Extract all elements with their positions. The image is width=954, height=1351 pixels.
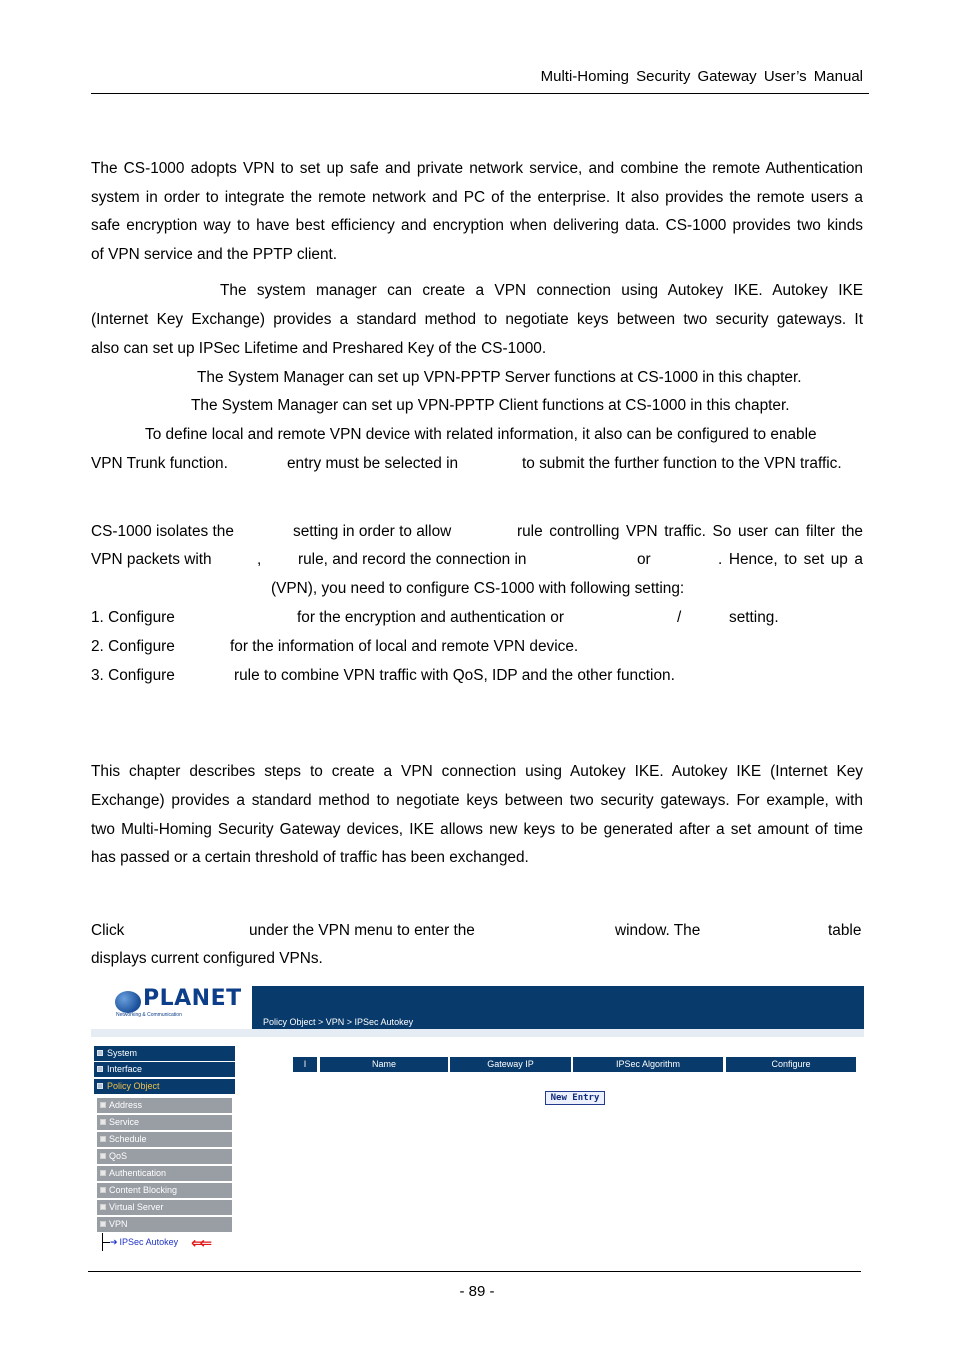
footer-rule [88, 1271, 861, 1272]
intro-line-2: system in order to integrate the remote network and PC of the enterprise. It also provides the remote users a [91, 189, 863, 206]
menu-sub-qos[interactable]: QoS [97, 1149, 232, 1164]
step-1a: 1. Configure [91, 609, 175, 626]
pptp-server-line: The System Manager can set up VPN-PPTP Server functions at CS-1000 in this chapter. [197, 369, 802, 386]
ike-line-1: The system manager can create a VPN connection using Autokey IKE. Autokey IKE [220, 282, 863, 299]
iso-line-2c: rule, and record the connection in [298, 551, 527, 568]
iso-line-1b: setting in order to allow [293, 523, 452, 540]
menu-item-system[interactable]: System [94, 1046, 235, 1061]
ike-line-3: also can set up IPSec Lifetime and Preshared Key of the CS-1000. [91, 340, 547, 357]
click-c: window. The [615, 922, 701, 939]
trunk-line-2a: VPN Trunk function. [91, 455, 228, 472]
logo [91, 986, 252, 1029]
breadcrumb: Policy Object > VPN > IPSec Autokey [263, 1017, 414, 1027]
trunk-line-2c: to submit the further function to the VPN traffic. [522, 455, 842, 472]
step-3b: rule to combine VPN traffic with QoS, IDP and the other function. [234, 667, 675, 684]
menu-link-ipsec-autokey[interactable]: ➔ IPSec Autokey [110, 1237, 179, 1247]
pptp-client-line: The System Manager can set up VPN-PPTP Client functions at CS-1000 in this chapter. [191, 397, 790, 414]
logo-tagline: Networking & Communication [116, 1012, 182, 1018]
menu-sub-schedule[interactable]: Schedule [97, 1132, 232, 1147]
col-header-ipsec-algorithm: IPSec Algorithm [573, 1057, 723, 1072]
expand-icon [100, 1187, 106, 1193]
expand-icon [100, 1153, 106, 1159]
expand-icon [100, 1102, 106, 1108]
col-header-index: I [293, 1057, 317, 1072]
expand-icon [100, 1119, 106, 1125]
chapter-line-4: has passed or a certain threshold of traffic has been exchanged. [91, 849, 529, 866]
iso-line-2a: VPN packets with [91, 551, 212, 568]
page-header: Multi-Homing Security Gateway User’s Manual [540, 68, 863, 85]
ipsec-autokey-screenshot [91, 986, 864, 1257]
step-1b: for the encryption and authentication or [297, 609, 564, 626]
menu-sub-authentication[interactable]: Authentication [97, 1166, 232, 1181]
chapter-line-1: This chapter describes steps to create a VPN connection using Autokey IKE. Autokey IKE (Internet Key [91, 763, 863, 780]
iso-line-2e: . Hence, to set up a [718, 551, 863, 568]
click-b: under the VPN menu to enter the [249, 922, 475, 939]
ike-line-2: (Internet Key Exchange) provides a standard method to negotiate keys between two security gateways. It [91, 311, 863, 328]
menu-item-interface[interactable]: Interface [94, 1062, 235, 1077]
tree-connector-branch [102, 1242, 110, 1243]
step-2b: for the information of local and remote VPN device. [230, 638, 579, 655]
expand-icon [100, 1170, 106, 1176]
intro-line-3: safe encryption way to have best efficiency and encryption when delivering data. CS-1000 provides two kinds [91, 217, 863, 234]
double-arrow-left-icon: ⇐⇐ [191, 1235, 209, 1252]
step-2a: 2. Configure [91, 638, 175, 655]
click-d: table [828, 922, 862, 939]
click-a: Click [91, 922, 125, 939]
menu-sub-vpn[interactable]: VPN [97, 1217, 232, 1232]
expand-icon [100, 1136, 106, 1142]
trunk-line-2b: entry must be selected in [287, 455, 459, 472]
chapter-line-2: Exchange) provides a standard method to negotiate keys between two security gateways. For example, with [91, 792, 863, 809]
iso-line-3: (VPN), you need to configure CS-1000 with following setting: [271, 580, 685, 597]
intro-line-1: The CS-1000 adopts VPN to set up safe and private network service, and combine the remote Authentication [91, 160, 863, 177]
logo-text: PLANET [143, 986, 242, 1011]
menu-item-policy-object[interactable]: Policy Object [94, 1079, 235, 1094]
collapse-icon [97, 1083, 103, 1089]
step-3a: 3. Configure [91, 667, 175, 684]
new-entry-button[interactable]: New Entry [545, 1091, 605, 1105]
col-header-gateway-ip: Gateway IP [450, 1057, 571, 1072]
page-number: - 89 - [459, 1283, 495, 1300]
menu-sub-virtual-server[interactable]: Virtual Server [97, 1200, 232, 1215]
menu-sub-service[interactable]: Service [97, 1115, 232, 1130]
trunk-line-1: To define local and remote VPN device with related information, it also can be configured to enable [145, 426, 817, 443]
iso-line-1a: CS-1000 isolates the [91, 523, 234, 540]
separator-band [91, 1029, 864, 1037]
arrow-right-icon: ➔ [110, 1237, 118, 1247]
header-rule [91, 93, 869, 94]
col-header-configure: Configure [726, 1057, 856, 1072]
intro-line-4: of VPN service and the PPTP client. [91, 246, 338, 263]
expand-icon [97, 1066, 103, 1072]
step-1d: setting. [729, 609, 779, 626]
expand-icon [97, 1050, 103, 1056]
collapse-icon [100, 1221, 106, 1227]
iso-line-2d: or [637, 551, 651, 568]
step-1c: / [677, 609, 682, 626]
click-line-2: displays current configured VPNs. [91, 950, 323, 967]
chapter-line-3: two Multi-Homing Security Gateway devices, IKE allows new keys to be generated after a set amount of time [91, 821, 863, 838]
iso-line-1c: rule controlling VPN traffic. So user can filter the [517, 523, 863, 540]
expand-icon [100, 1204, 106, 1210]
menu-sub-address[interactable]: Address [97, 1098, 232, 1113]
globe-icon [115, 991, 141, 1013]
iso-line-2b: , [257, 551, 262, 568]
menu-sub-content-blocking[interactable]: Content Blocking [97, 1183, 232, 1198]
col-header-name: Name [320, 1057, 448, 1072]
